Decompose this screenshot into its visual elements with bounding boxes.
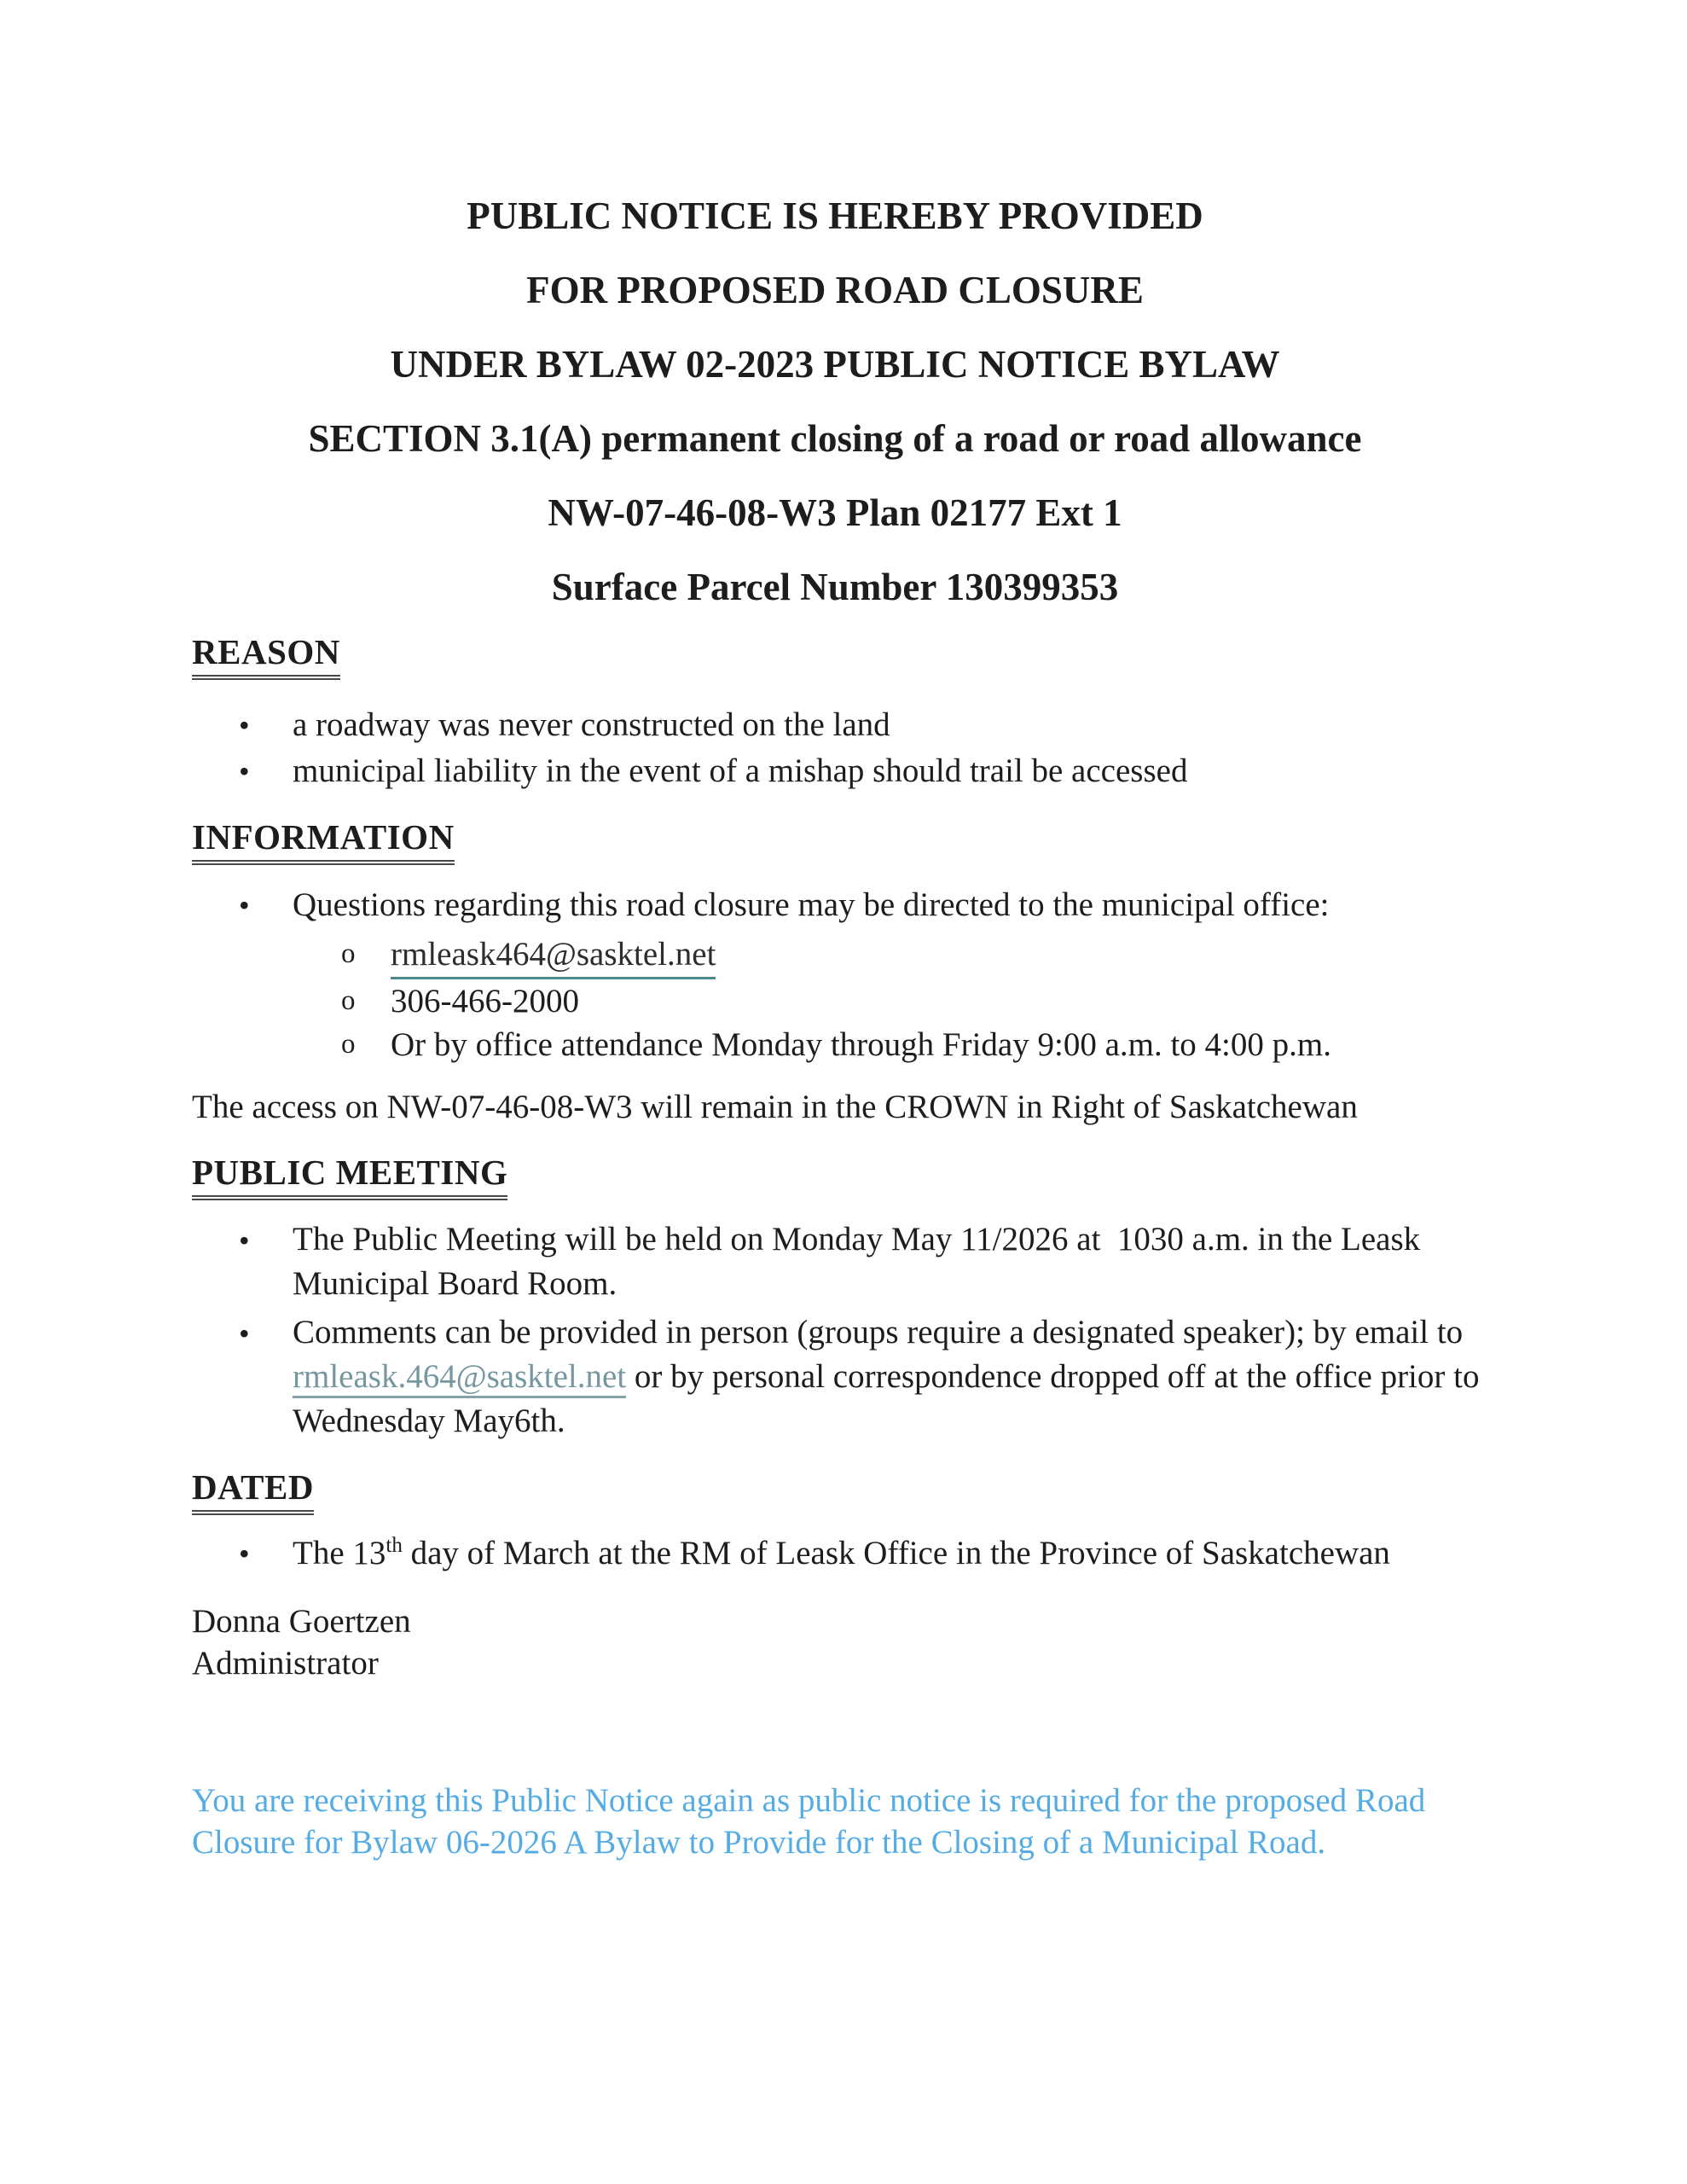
title-line-3: UNDER BYLAW 02-2023 PUBLIC NOTICE BYLAW bbox=[390, 343, 1280, 386]
dated-bullet-text bbox=[293, 1531, 1390, 1577]
signature-name: Donna Goertzen bbox=[192, 1603, 411, 1640]
access-note: The access on NW-07-46-08-W3 will remain in the CROWN in Right of Saskatchewan bbox=[192, 1089, 1358, 1125]
dated-text-suffix: day of March at the RM of Leask Office in the Province of Saskatchewan bbox=[402, 1535, 1390, 1571]
reason-heading-text: REASON bbox=[192, 630, 340, 680]
office-attendance-text: Or by office attendance Monday through Friday 9:00 a.m. to 4:00 p.m. bbox=[391, 1026, 1331, 1063]
meeting-bullet-2 bbox=[192, 1310, 1510, 1443]
info-sub-bullet-phone bbox=[192, 979, 1510, 1023]
phone-number: 306-466-2000 bbox=[391, 983, 579, 1019]
comments-text-after: or by personal correspondence dropped off at the office prior to Wednesday May6th. bbox=[293, 1358, 1487, 1439]
title-line-2: FOR PROPOSED ROAD CLOSURE bbox=[526, 269, 1144, 311]
meeting-bullet-2-text bbox=[293, 1310, 1487, 1443]
bullet-disc-icon: • bbox=[239, 1536, 250, 1571]
public-meeting-heading-text: PUBLIC MEETING bbox=[192, 1150, 507, 1200]
title-line-6: Surface Parcel Number 130399353 bbox=[551, 566, 1119, 608]
reason-heading bbox=[192, 630, 1510, 680]
dated-bullet bbox=[192, 1531, 1510, 1577]
notice-body bbox=[192, 623, 1510, 1863]
bullet-circle-icon: o bbox=[341, 938, 356, 969]
bullet-disc-icon: • bbox=[239, 1316, 250, 1350]
reason-bullet-2-text: municipal liability in the event of a mishap should trail be accessed bbox=[293, 752, 1188, 789]
title-block bbox=[0, 179, 1670, 624]
ordinal-suffix: th bbox=[386, 1534, 403, 1557]
bullet-disc-icon: • bbox=[239, 1223, 250, 1258]
reason-bullet-1-text: a roadway was never constructed on the land bbox=[293, 706, 890, 743]
bullet-circle-icon: o bbox=[341, 985, 356, 1016]
email-link-primary[interactable]: rmleask464@sasktel.net bbox=[391, 932, 716, 979]
information-heading-text: INFORMATION bbox=[192, 815, 455, 865]
meeting-bullet-1-text: The Public Meeting will be held on Monday May 11/2026 at 1030 a.m. in the Leask Municipal Board Room. bbox=[293, 1221, 1429, 1302]
signature-title: Administrator bbox=[192, 1645, 379, 1682]
footnote-notice: You are receiving this Public Notice again as public notice is required for the proposed Road Closure for Bylaw 06-2026 A Bylaw to Provide for the Closing of a Municipal Road. bbox=[192, 1782, 1435, 1861]
bullet-disc-icon: • bbox=[239, 888, 250, 922]
title-line-5: NW-07-46-08-W3 Plan 02177 Ext 1 bbox=[548, 491, 1122, 534]
info-sub-bullet-email bbox=[192, 932, 1510, 979]
signature-block bbox=[192, 1600, 1510, 1684]
title-line-4: SECTION 3.1(A) permanent closing of a road or road allowance bbox=[308, 417, 1362, 460]
dated-heading bbox=[192, 1465, 1510, 1515]
email-link-secondary[interactable]: rmleask.464@sasktel.net bbox=[293, 1358, 626, 1398]
dated-text-prefix: The 13 bbox=[293, 1535, 386, 1571]
reason-bullet-1 bbox=[192, 702, 1510, 748]
bullet-disc-icon: • bbox=[239, 708, 250, 742]
public-meeting-heading bbox=[192, 1150, 1510, 1200]
meeting-bullet-1 bbox=[192, 1217, 1510, 1306]
information-heading bbox=[192, 815, 1510, 865]
info-sub-bullet-attendance bbox=[192, 1023, 1510, 1066]
dated-heading-text: DATED bbox=[192, 1465, 314, 1515]
information-bullet-text: Questions regarding this road closure may be directed to the municipal office: bbox=[293, 886, 1330, 923]
information-bullet bbox=[192, 882, 1510, 928]
bullet-circle-icon: o bbox=[341, 1029, 356, 1060]
reason-bullet-2 bbox=[192, 748, 1510, 794]
bullet-disc-icon: • bbox=[239, 754, 250, 788]
title-line-1: PUBLIC NOTICE IS HEREBY PROVIDED bbox=[467, 195, 1203, 237]
comments-text-before: Comments can be provided in person (groups require a designated speaker); by email to bbox=[293, 1314, 1471, 1350]
